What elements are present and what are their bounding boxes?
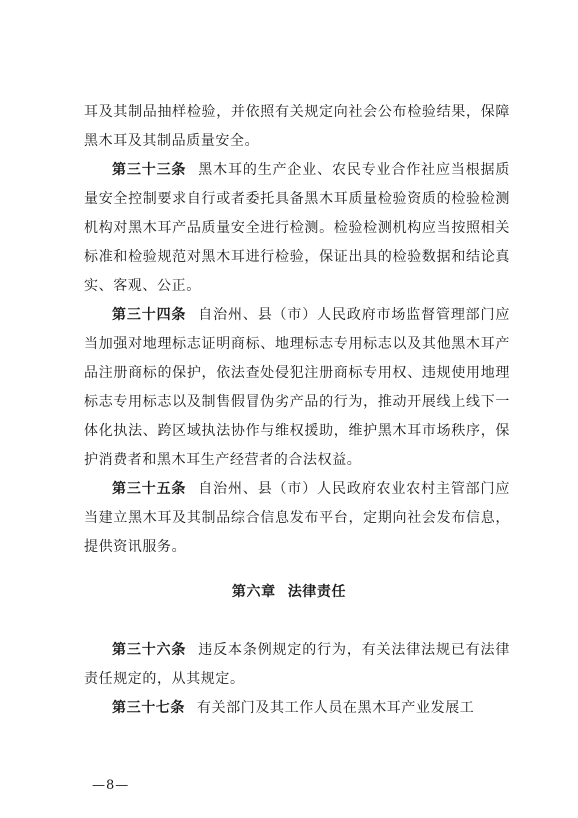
article-37 bbox=[84, 694, 510, 723]
chapter-number: 第六章 bbox=[231, 584, 276, 600]
article-37-text: 有关部门及其工作人员在黑木耳产业发展工 bbox=[197, 700, 475, 716]
article-37-label: 第三十七条 bbox=[112, 700, 185, 716]
article-35-text: 自治州、县（市）人民政府农业农村主管部门应当建立黑木耳及其制品综合信息发布平台，定期向社会发布信息，提供资讯服务。 bbox=[84, 481, 510, 555]
article-33-label: 第三十三条 bbox=[112, 162, 187, 178]
article-33-text: 黑木耳的生产企业、农民专业合作社应当根据质量安全控制要求自行或者委托具备黑木耳质量检验资质的检验检测机构对黑木耳产品质量安全进行检测。检验检测机构应当按照相关标准和检验规范对黑木耳进行检验，保证出具的检验数据和结论真实、客观、公正。 bbox=[84, 162, 510, 294]
continuation-paragraph: 耳及其制品抽样检验，并依照有关规定向社会公布检验结果，保障黑木耳及其制品质量安全。 bbox=[84, 104, 510, 149]
page-number: —8— bbox=[92, 778, 130, 793]
chapter-title: 法律责任 bbox=[287, 584, 347, 600]
text-block-upper bbox=[84, 98, 510, 562]
article-34-label: 第三十四条 bbox=[112, 307, 187, 323]
article-35-label: 第三十五条 bbox=[112, 481, 187, 497]
article-36-label: 第三十六条 bbox=[112, 642, 187, 658]
chapter-heading bbox=[0, 582, 578, 602]
article-34 bbox=[84, 301, 510, 475]
article-36 bbox=[84, 636, 510, 694]
article-34-text: 自治州、县（市）人民政府市场监督管理部门应当加强对地理标志证明商标、地理标志专用标志以及其他黑木耳产品注册商标的保护，依法查处侵犯注册商标专用权、违规使用地理标志专用标志以及制售假冒伪劣产品的行为，推动开展线上线下一体化执法、跨区域执法协作与维权援助，维护黑木耳市场秩序，保护消费者和黑木耳生产经营者的合法权益。 bbox=[84, 307, 510, 468]
text-block-lower bbox=[84, 636, 510, 723]
article-33 bbox=[84, 156, 510, 301]
article-35 bbox=[84, 475, 510, 562]
article-36-text: 违反本条例规定的行为，有关法律法规已有法律责任规定的，从其规定。 bbox=[84, 642, 510, 687]
